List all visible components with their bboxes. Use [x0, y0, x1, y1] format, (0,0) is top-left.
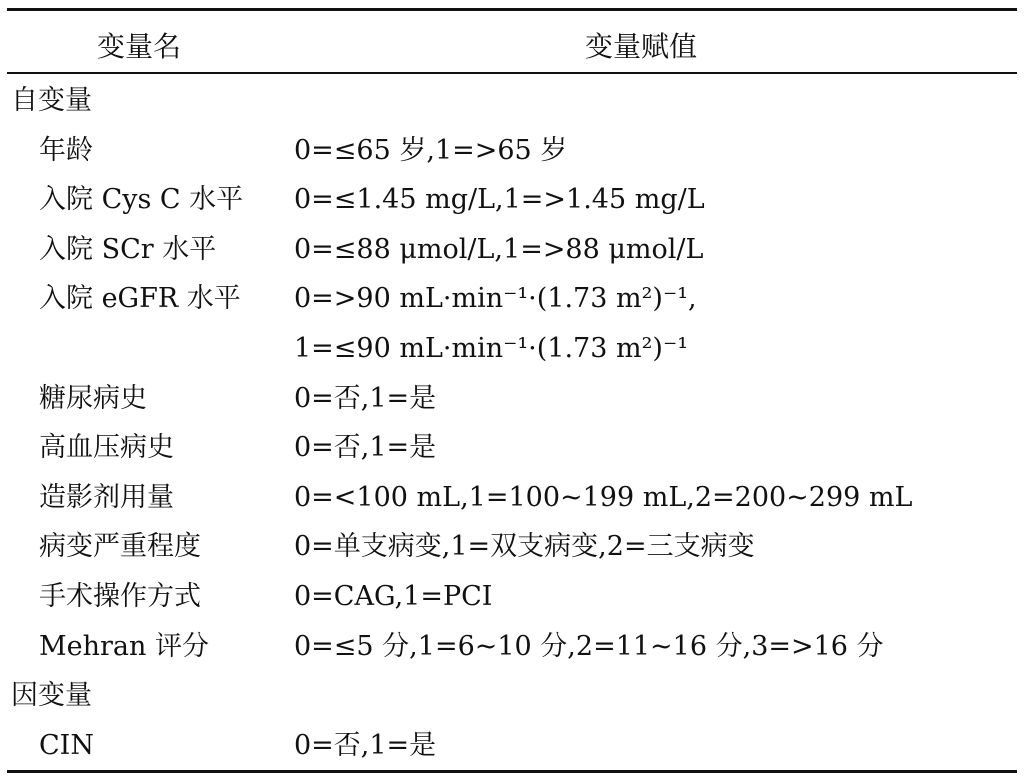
- table-row: [7, 225, 1017, 275]
- row-variable-name: 造影剂用量: [39, 481, 174, 513]
- row-variable-name: 自变量: [11, 85, 92, 116]
- table-row: [7, 671, 1017, 721]
- table-header: [7, 11, 1017, 72]
- row-assignment: 0=>90 mL·min⁻¹·(1.73 m²)⁻¹,: [294, 283, 697, 315]
- table-row: [7, 324, 1017, 374]
- row-assignment: 0=≤1.45 mg/L,1=>1.45 mg/L: [294, 184, 705, 216]
- table-row: [7, 572, 1017, 622]
- table-row: [7, 374, 1017, 424]
- row-assignment: 0=否,1=是: [294, 432, 437, 464]
- row-variable-name: 病变严重程度: [39, 531, 201, 563]
- header-assignment: 变量赋值: [585, 30, 698, 63]
- row-assignment: 0=否,1=是: [294, 382, 437, 414]
- table-row: [7, 622, 1017, 672]
- table-header-rule: [7, 72, 1017, 74]
- table-row: [7, 721, 1017, 771]
- row-assignment: 0=<100 mL,1=100~199 mL,2=200~299 mL: [294, 481, 913, 513]
- table-row: [7, 522, 1017, 572]
- row-assignment: 0=≤5 分,1=6~10 分,2=11~16 分,3=>16 分: [294, 630, 884, 662]
- row-variable-name: 高血压病史: [39, 432, 174, 464]
- variable-assignment-table: [7, 0, 1017, 782]
- table-row: [7, 423, 1017, 473]
- header-variable-name: 变量名: [97, 30, 182, 63]
- table-row: [7, 76, 1017, 126]
- row-variable-name: CIN: [39, 729, 94, 761]
- table-row: [7, 175, 1017, 225]
- row-variable-name: 手术操作方式: [39, 580, 201, 612]
- row-variable-name: Mehran 评分: [39, 630, 209, 662]
- row-variable-name: 入院 Cys C 水平: [39, 184, 244, 216]
- row-assignment: 0=CAG,1=PCI: [294, 580, 493, 612]
- row-assignment: 0=单支病变,1=双支病变,2=三支病变: [294, 531, 755, 563]
- row-assignment: 0=≤65 岁,1=>65 岁: [294, 134, 568, 166]
- row-assignment: 0=否,1=是: [294, 729, 437, 761]
- row-assignment: 0=≤88 μmol/L,1=>88 μmol/L: [294, 233, 704, 265]
- row-variable-name: 年龄: [39, 134, 93, 166]
- table-body: [7, 76, 1017, 770]
- row-variable-name: 糖尿病史: [39, 382, 147, 414]
- table-row: [7, 473, 1017, 523]
- row-variable-name: 因变量: [11, 680, 92, 712]
- table-row: [7, 274, 1017, 324]
- row-variable-name: 入院 eGFR 水平: [39, 283, 241, 315]
- row-variable-name: 入院 SCr 水平: [39, 233, 217, 265]
- table-row: [7, 126, 1017, 176]
- table-bottom-rule: [7, 770, 1017, 773]
- row-assignment: 1=≤90 mL·min⁻¹·(1.73 m²)⁻¹: [294, 332, 689, 364]
